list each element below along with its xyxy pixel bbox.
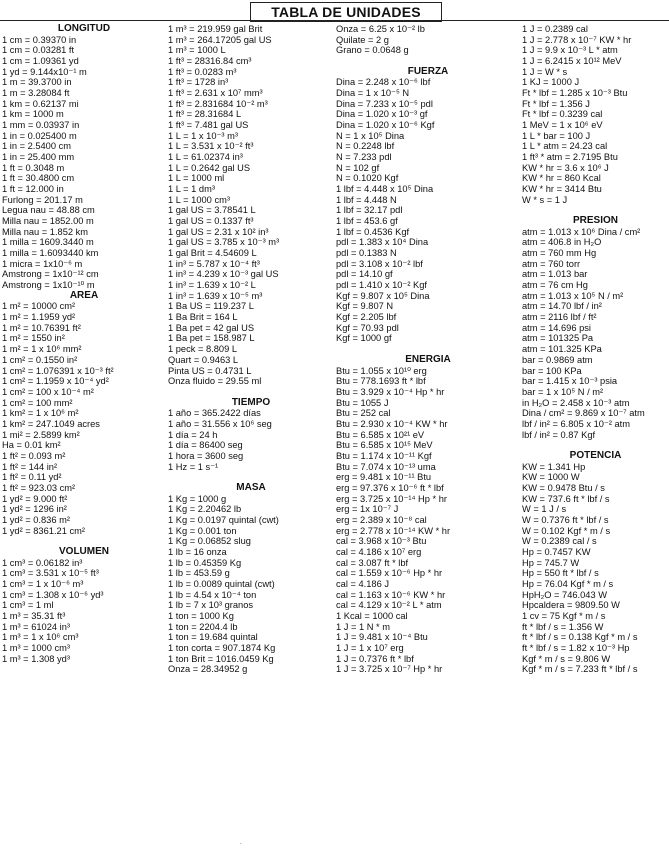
conversion-entry: Hp = 0.7457 KW [522, 546, 591, 557]
conversion-entry: 1 ton corta = 907.1874 Kg [168, 642, 276, 653]
conversion-entry: 1 in³ = 1.639 x 10⁻⁵ m³ [168, 290, 263, 301]
spacer [168, 472, 334, 483]
conversion-entry: 1 ft³ = 28316.84 cm³ [168, 56, 252, 67]
conversion-entry: Btu = 6.585 x 10¹⁵ MeV [336, 440, 433, 451]
conversion-entry: Pinta US = 0.4731 L [168, 365, 252, 376]
conversion-entry: Ft * lbf = 1.356 J [522, 98, 590, 109]
conversion-entry: Hp = 745.7 W [522, 557, 580, 568]
conversion-entry: 1 lb = 0.0089 quintal (cwt) [168, 578, 275, 589]
conversion-entry: 1 cm² = 100 x 10⁻⁴ m² [2, 386, 94, 397]
column-4 [522, 24, 669, 675]
conversion-entry: 1 lb = 4.54 x 10⁻⁴ ton [168, 589, 257, 600]
conversion-entry: cal = 3.968 x 10⁻³ Btu [336, 536, 427, 547]
conversion-entry: Hp = 550 ft * lbf / s [522, 568, 599, 579]
conversion-entry: 1 J = 9.481 x 10⁻⁴ Btu [336, 632, 428, 643]
conversion-entry: 1 ft³ = 2.831684 10⁻² m³ [168, 98, 268, 109]
conversion-entry: Dina = 7.233 x 10⁻⁵ pdl [336, 98, 433, 109]
conversion-entry: 1 gal Brit = 4.54609 L [168, 248, 257, 259]
conversion-entry: cal = 3.087 ft * lbf [336, 557, 409, 568]
conversion-entry: 1 ft² = 0.11 yd² [2, 472, 62, 483]
conversion-entry: 1 L = 1 dm³ [168, 184, 215, 195]
conversion-entry: 1 lbf = 4.448 x 10⁵ Dina [336, 184, 434, 195]
conversion-entry: Dina / cm² = 9.869 x 10⁻⁷ atm [522, 408, 645, 419]
conversion-entry: 1 lbf = 453.6 gf [336, 216, 398, 227]
conversion-entry: 1 año = 365.2422 días [168, 408, 261, 419]
conversion-entry: W = 1 J / s [522, 504, 567, 515]
conversion-entry: bar = 1.415 x 10⁻³ psia [522, 376, 618, 387]
conversion-entry: 1 m³ = 61024 in³ [2, 621, 70, 632]
conversion-entry: 1 ton = 2204.4 lb [168, 621, 238, 632]
conversion-entry: KW * hr = 3414 Btu [522, 184, 602, 195]
conversion-entry: Btu = 3.929 x 10⁻⁴ Hp * hr [336, 386, 445, 397]
conversion-entry: Amstrong = 1x10⁻¹² cm [2, 269, 99, 280]
conversion-entry: 1 ft² = 923.03 cm² [2, 482, 76, 493]
conversion-entry: 1 m² = 1.1959 yd² [2, 312, 76, 323]
conversion-entry: W * s = 1 J [522, 194, 568, 205]
conversion-entry: 1 yd² = 8361.21 cm² [2, 525, 85, 536]
conversion-entry: erg = 2.778 x 10⁻¹⁴ KW * hr [336, 525, 451, 536]
conversion-entry: 1 yd² = 1296 in² [2, 504, 67, 515]
conversion-entry: 1 Ba pet = 158.987 L [168, 333, 255, 344]
conversion-entry: 1 lb = 0.45359 Kg [168, 557, 242, 568]
conversion-entry: pdl = 14.10 gf [336, 269, 393, 280]
conversion-entry: 1 cm = 0.03281 ft [2, 45, 75, 56]
conversion-entry: bar = 100 KPa [522, 365, 582, 376]
conversion-entry: 1 milla = 1.6093440 km [2, 248, 99, 259]
conversion-entry: 1 L = 61.02374 in³ [168, 152, 243, 163]
spacer [168, 387, 334, 398]
conversion-entry: Dina = 2.248 x 10⁻⁶ lbf [336, 77, 431, 88]
conversion-entry: 1 in = 0.025400 m [2, 130, 77, 141]
conversion-entry: 1 J = 1 x 10⁷ erg [336, 642, 404, 653]
column-1 [2, 24, 166, 664]
conversion-entry: Quart = 0.9463 L [168, 354, 239, 365]
conversion-entry: 1 km = 1000 m [2, 109, 64, 120]
conversion-entry: atm = 1.013 bar [522, 269, 588, 280]
conversion-entry: 1 lbf = 0.4536 Kgf [336, 226, 410, 237]
footer-mark: . [240, 840, 242, 846]
conversion-entry: Btu = 7.074 x 10⁻¹³ uma [336, 461, 436, 472]
conversion-entry: Kgf = 9.807 x 10⁵ Dina [336, 290, 430, 301]
conversion-entry: Btu = 1055 J [336, 397, 389, 408]
conversion-entry: 1 Hz = 1 s⁻¹ [168, 461, 219, 472]
conversion-entry: 1 MeV = 1 x 10⁶ eV [522, 120, 603, 131]
conversion-entry: 1 lbf = 32.17 pdl [336, 205, 403, 216]
conversion-entry: Btu = 778.1693 ft * lbf [336, 376, 426, 387]
spacer [2, 536, 166, 547]
conversion-entry: W = 0.2389 cal / s [522, 536, 597, 547]
conversion-entry: 1 Ba Brit = 164 L [168, 312, 238, 323]
conversion-entry: 1 gal US = 3.78541 L [168, 205, 256, 216]
conversion-entry: 1 m³ = 1000 cm³ [2, 642, 70, 653]
conversion-entry: 1 L = 1 x 10⁻³ m³ [168, 130, 238, 141]
conversion-entry: atm = 760 mm Hg [522, 248, 597, 259]
conversion-entry: ft * lbf / s = 1.82 x 10⁻³ Hp [522, 642, 630, 653]
conversion-entry: pdl = 0.1383 N [336, 248, 397, 259]
conversion-entry: 1 J = 0.7376 ft * lbf [336, 653, 414, 664]
conversion-entry: N = 7.233 pdl [336, 152, 392, 163]
conversion-entry: W = 0.7376 ft * lbf / s [522, 514, 609, 525]
section-heading: ENERGÍA [405, 354, 451, 365]
conversion-entry: erg = 9.481 x 10⁻¹¹ Btu [336, 472, 432, 483]
conversion-entry: 1 mm = 0.03937 in [2, 120, 80, 131]
conversion-entry: 1 m³ = 35.31 ft³ [2, 610, 66, 621]
conversion-entry: N = 0.2248 lbf [336, 141, 395, 152]
conversion-entry: 1 mi² = 2.5899 km² [2, 429, 80, 440]
conversion-entry: 1 cm³ = 1 x 10⁻⁶ m³ [2, 578, 84, 589]
section-heading: VOLUMEN [59, 546, 109, 557]
conversion-entry: 1 m³ = 1.308 yd³ [2, 653, 70, 664]
title-rule [0, 20, 669, 21]
conversion-entry: N = 102 gf [336, 162, 380, 173]
conversion-entry: 1 ton = 1000 Kg [168, 610, 234, 621]
conversion-entry: cal = 1.559 x 10⁻⁶ Hp * hr [336, 568, 443, 579]
conversion-entry: 1 lbf = 4.448 N [336, 194, 397, 205]
page-title: TABLA DE UNIDADES [271, 4, 421, 20]
conversion-entry: 1 cm³ = 0.06182 in³ [2, 557, 83, 568]
conversion-entry: Dina = 1.020 x 10⁻³ gf [336, 109, 428, 120]
conversion-entry: 1 m³ = 219.959 gal Brit [168, 24, 263, 34]
conversion-entry: 1 L = 1000 cm³ [168, 194, 230, 205]
conversion-entry: Onza fluido = 29.55 ml [168, 376, 262, 387]
conversion-entry: 1 J = 9.9 x 10⁻³ L * atm [522, 45, 618, 56]
conversion-entry: bar = 0.9869 atm [522, 354, 593, 365]
conversion-entry: 1 yd² = 9.000 ft² [2, 493, 68, 504]
conversion-entry: atm = 76 cm Hg [522, 280, 588, 291]
conversion-entry: erg = 1x 10⁻⁷ J [336, 504, 399, 515]
column-3 [336, 24, 520, 675]
conversion-entry: 1 ft³ = 7.481 gal US [168, 120, 249, 131]
conversion-entry: 1 Kg = 0.001 ton [168, 525, 237, 536]
spacer [336, 56, 520, 67]
conversion-entry: KW = 1000 W [522, 472, 580, 483]
conversion-entry: 1 J = 1 N * m [336, 621, 390, 632]
conversion-entry: 1 año = 31.556 x 10⁶ seg [168, 418, 272, 429]
conversion-entry: atm = 1.013 x 10⁶ Dina / cm² [522, 226, 641, 237]
conversion-entry: Quilate = 2 g [336, 34, 389, 45]
conversion-entry: 1 cm³ = 1 ml [2, 600, 54, 611]
section-heading: ÁREA [69, 290, 99, 301]
conversion-entry: 1 cm² = 1.1959 x 10⁻⁴ yd² [2, 376, 109, 387]
conversion-entry: pdl = 1.410 x 10⁻² Kgf [336, 280, 427, 291]
conversion-entry: Kgf * m / s = 9.806 W [522, 653, 611, 664]
section-heading: POTENCIA [569, 450, 622, 461]
conversion-entry: atm = 2116 lbf / ft² [522, 312, 597, 323]
conversion-entry: N = 1 x 10⁵ Dina [336, 130, 405, 141]
conversion-entry: in H₂O = 2.458 x 10⁻³ atm [522, 397, 630, 408]
conversion-entry: 1 ton = 19.684 quintal [168, 632, 258, 643]
conversion-entry: N = 0.1020 Kgf [336, 173, 399, 184]
conversion-entry: 1 km = 0.62137 mi [2, 98, 79, 109]
conversion-entry: ft * lbf / s = 0.138 Kgf * m / s [522, 632, 638, 643]
conversion-entry: 1 J = 3.725 x 10⁻⁷ Hp * hr [336, 664, 443, 675]
conversion-entry: Btu = 6.585 x 10²¹ eV [336, 429, 425, 440]
conversion-entry: 1 día = 86400 seg [168, 440, 243, 451]
conversion-entry: 1 ft³ = 28.31684 L [168, 109, 242, 120]
conversion-entry: Btu = 2.930 x 10⁻⁴ KW * hr [336, 418, 448, 429]
conversion-entry: erg = 3.725 x 10⁻¹⁴ Hp * hr [336, 493, 447, 504]
conversion-entry: Onza = 28.34952 g [168, 664, 248, 675]
title-box [250, 2, 442, 22]
conversion-entry: 1 m² = 10.76391 ft² [2, 322, 81, 333]
conversion-entry: 1 cm = 1.09361 yd [2, 56, 79, 67]
conversion-entry: KW * hr = 860 Kcal [522, 173, 601, 184]
conversion-entry: 1 cm² = 1.076391 x 10⁻³ ft² [2, 365, 114, 376]
conversion-entry: 1 cm = 0.39370 in [2, 34, 77, 45]
conversion-entry: Hp = 76.04 Kgf * m / s [522, 578, 614, 589]
conversion-entry: 1 L = 1000 ml [168, 173, 225, 184]
conversion-entry: 1 L * bar = 100 J [522, 130, 591, 141]
conversion-entry: bar = 1 x 10⁵ N / m² [522, 386, 604, 397]
conversion-entry: 1 ft³ = 0.0283 m³ [168, 66, 237, 77]
conversion-entry: 1 ft = 12.000 in [2, 184, 64, 195]
conversion-entry: Kgf = 70.93 pdl [336, 322, 399, 333]
conversion-entry: Btu = 1.174 x 10⁻¹¹ Kgf [336, 450, 432, 461]
conversion-entry: 1 J = 0.2389 cal [522, 24, 588, 34]
conversion-entry: 1 gal US = 2.31 x 10² in³ [168, 226, 269, 237]
conversion-entry: 1 KJ = 1000 J [522, 77, 580, 88]
conversion-entry: Grano = 0.0648 g [336, 45, 409, 56]
conversion-entry: 1 ft³ = 2.631 x 10⁷ mm³ [168, 88, 263, 99]
conversion-entry: Legua nau = 48.88 cm [2, 205, 95, 216]
conversion-entry: Dina = 1 x 10⁻⁵ N [336, 88, 410, 99]
conversion-entry: lbf / in² = 6.805 x 10⁻² atm [522, 418, 630, 429]
conversion-entry: Amstrong = 1x10⁻¹⁰ m [2, 280, 95, 291]
conversion-entry: 1 m³ = 1000 L [168, 45, 226, 56]
conversion-entry: KW * hr = 3.6 x 10⁶ J [522, 162, 609, 173]
conversion-entry: 1 m³ = 1 x 10⁶ cm³ [2, 632, 79, 643]
section-heading: PRESIÓN [572, 216, 618, 227]
conversion-entry: 1 peck = 8.809 L [168, 344, 238, 355]
conversion-entry: 1 Kg = 0.0197 quintal (cwt) [168, 514, 279, 525]
conversion-entry: cal = 1.163 x 10⁻⁶ KW * hr [336, 589, 446, 600]
conversion-entry: 1 lb = 7 x 10³ granos [168, 600, 254, 611]
conversion-entry: 1 ton Brit = 1016.0459 Kg [168, 653, 274, 664]
conversion-entry: 1 m² = 1 x 10⁶ mm² [2, 344, 82, 355]
section-heading: FUERZA [407, 66, 449, 77]
conversion-entry: 1 lb = 16 onza [168, 546, 227, 557]
conversion-entry: atm = 406.8 in H₂O [522, 237, 602, 248]
conversion-entry: 1 in³ = 4.239 x 10⁻³ gal US [168, 269, 279, 280]
section-heading: LONGITUD [57, 24, 111, 34]
conversion-entry: 1 in = 25.400 mm [2, 152, 75, 163]
spacer [522, 205, 669, 216]
conversion-entry: 1 Kcal = 1000 cal [336, 610, 408, 621]
conversion-entry: 1 Kg = 0.06852 slug [168, 536, 251, 547]
conversion-entry: lbf / in² = 0.87 Kgf [522, 429, 596, 440]
conversion-entry: 1 m² = 10000 cm² [2, 301, 76, 312]
conversion-entry: Btu = 252 cal [336, 408, 391, 419]
conversion-entry: ft * lbf / s = 1.356 W [522, 621, 604, 632]
conversion-entry: atm = 14.70 lbf / in² [522, 301, 602, 312]
conversion-entry: 1 J = 2.778 x 10⁻⁷ KW * hr [522, 34, 632, 45]
conversion-entry: KW = 737.6 ft * lbf / s [522, 493, 610, 504]
conversion-entry: cal = 4.186 J [336, 578, 389, 589]
conversion-entry: W = 0.102 Kgf * m / s [522, 525, 611, 536]
conversion-entry: 1 J = W * s [522, 66, 568, 77]
column-2 [168, 24, 334, 675]
conversion-entry: Ha = 0.01 km² [2, 440, 61, 451]
conversion-entry: 1 lb = 453.59 g [168, 568, 230, 579]
conversion-entry: 1 micra = 1x10⁻⁶ m [2, 258, 83, 269]
conversion-entry: 1 ft³ = 1728 in³ [168, 77, 229, 88]
conversion-entry: Hpcaldera = 9809.50 W [522, 600, 620, 611]
conversion-entry: pdl = 1.383 x 10⁴ Dina [336, 237, 429, 248]
conversion-entry: Milla nau = 1852.00 m [2, 216, 94, 227]
conversion-entry: atm = 1.013 x 10⁵ N / m² [522, 290, 624, 301]
conversion-entry: 1 yd = 9.144x10⁻¹ m [2, 66, 87, 77]
conversion-entry: atm = 101325 Pa [522, 333, 594, 344]
conversion-entry: 1 km² = 1 x 10⁶ m² [2, 408, 79, 419]
conversion-entry: Dina = 1.020 x 10⁻⁶ Kgf [336, 120, 435, 131]
conversion-entry: erg = 97.376 x 10⁻⁶ ft * lbf [336, 482, 444, 493]
conversion-entry: 1 in³ = 1.639 x 10⁻² L [168, 280, 256, 291]
conversion-entry: 1 in³ = 5.787 x 10⁻⁴ ft³ [168, 258, 260, 269]
conversion-entry: erg = 2.389 x 10⁻⁸ cal [336, 514, 427, 525]
conversion-entry: Milla nau = 1.852 km [2, 226, 89, 237]
conversion-entry: Furlong = 201.17 m [2, 194, 83, 205]
conversion-entry: 1 cm³ = 3.531 x 10⁻⁵ ft³ [2, 568, 99, 579]
conversion-entry: Kgf = 1000 gf [336, 333, 392, 344]
conversion-entry: 1 m = 39.3700 in [2, 77, 72, 88]
conversion-entry: 1 Ba US = 119.237 L [168, 301, 254, 312]
section-heading: MASA [236, 482, 266, 493]
conversion-entry: cal = 4.186 x 10⁷ erg [336, 546, 422, 557]
conversion-entry: pdl = 3.108 x 10⁻² lbf [336, 258, 423, 269]
conversion-entry: Ft * lbf = 0.3239 cal [522, 109, 603, 120]
conversion-entry: 1 in = 2.5400 cm [2, 141, 71, 152]
conversion-entry: 1 ft² = 144 in² [2, 461, 58, 472]
conversion-entry: KW = 1.341 Hp [522, 461, 586, 472]
conversion-entry: 1 km² = 247.1049 acres [2, 418, 100, 429]
conversion-entry: Onza = 6.25 x 10⁻² lb [336, 24, 425, 34]
conversion-entry: 1 Kg = 2.20462 lb [168, 504, 242, 515]
conversion-entry: Btu = 1.055 x 10¹⁰ erg [336, 365, 427, 376]
conversion-entry: 1 Ba pet = 42 gal US [168, 322, 255, 333]
conversion-entry: 1 J = 6.2415 x 10¹² MeV [522, 56, 622, 67]
conversion-entry: 1 m = 3.28084 ft [2, 88, 70, 99]
conversion-entry: Kgf * m / s = 7.233 ft * lbf / s [522, 664, 638, 675]
conversion-entry: 1 L * atm = 24.23 cal [522, 141, 608, 152]
conversion-entry: 1 día = 24 h [168, 429, 218, 440]
conversion-entry: 1 ft = 30.4800 cm [2, 173, 75, 184]
conversion-entry: atm = 14.696 psi [522, 322, 591, 333]
conversion-entry: 1 m² = 1550 in² [2, 333, 65, 344]
conversion-entry: 1 L = 0.2642 gal US [168, 162, 251, 173]
conversion-entry: 1 hora = 3600 seg [168, 450, 244, 461]
conversion-entry: Ft * lbf = 1.285 x 10⁻³ Btu [522, 88, 628, 99]
conversion-entry: HpH₂O = 746.043 W [522, 589, 607, 600]
conversion-entry: KW = 0.9478 Btu / s [522, 482, 605, 493]
conversion-entry: 1 milla = 1609.3440 m [2, 237, 94, 248]
section-heading: TIEMPO [231, 397, 271, 408]
spacer [336, 344, 520, 355]
conversion-entry: 1 cm² = 100 mm² [2, 397, 73, 408]
conversion-entry: 1 gal US = 3.785 x 10⁻³ m³ [168, 237, 280, 248]
conversion-entry: 1 ft = 0.3048 m [2, 162, 65, 173]
conversion-entry: Kgf = 2.205 lbf [336, 312, 397, 323]
conversion-entry: cal = 4.129 x 10⁻² L * atm [336, 600, 442, 611]
spacer [522, 440, 669, 451]
conversion-entry: 1 cm³ = 1.308 x 10⁻⁶ yd³ [2, 589, 104, 600]
conversion-entry: 1 m³ = 264.17205 gal US [168, 34, 272, 45]
conversion-entry: 1 ft³ * atm = 2.7195 Btu [522, 152, 618, 163]
conversion-entry: 1 yd² = 0.836 m² [2, 514, 70, 525]
conversion-entry: 1 ft² = 0.093 m² [2, 450, 66, 461]
conversion-entry: 1 L = 3.531 x 10⁻² ft³ [168, 141, 254, 152]
conversion-entry: Kgf = 9.807 N [336, 301, 394, 312]
conversion-entry: atm = 101.325 KPa [522, 344, 602, 355]
conversion-entry: 1 cm² = 0.1550 in² [2, 354, 78, 365]
conversion-entry: atm = 760 torr [522, 258, 581, 269]
conversion-entry: 1 cv = 75 Kgf * m / s [522, 610, 606, 621]
conversion-entry: 1 Kg = 1000 g [168, 493, 227, 504]
conversion-entry: 1 gal US = 0.1337 ft³ [168, 216, 254, 227]
